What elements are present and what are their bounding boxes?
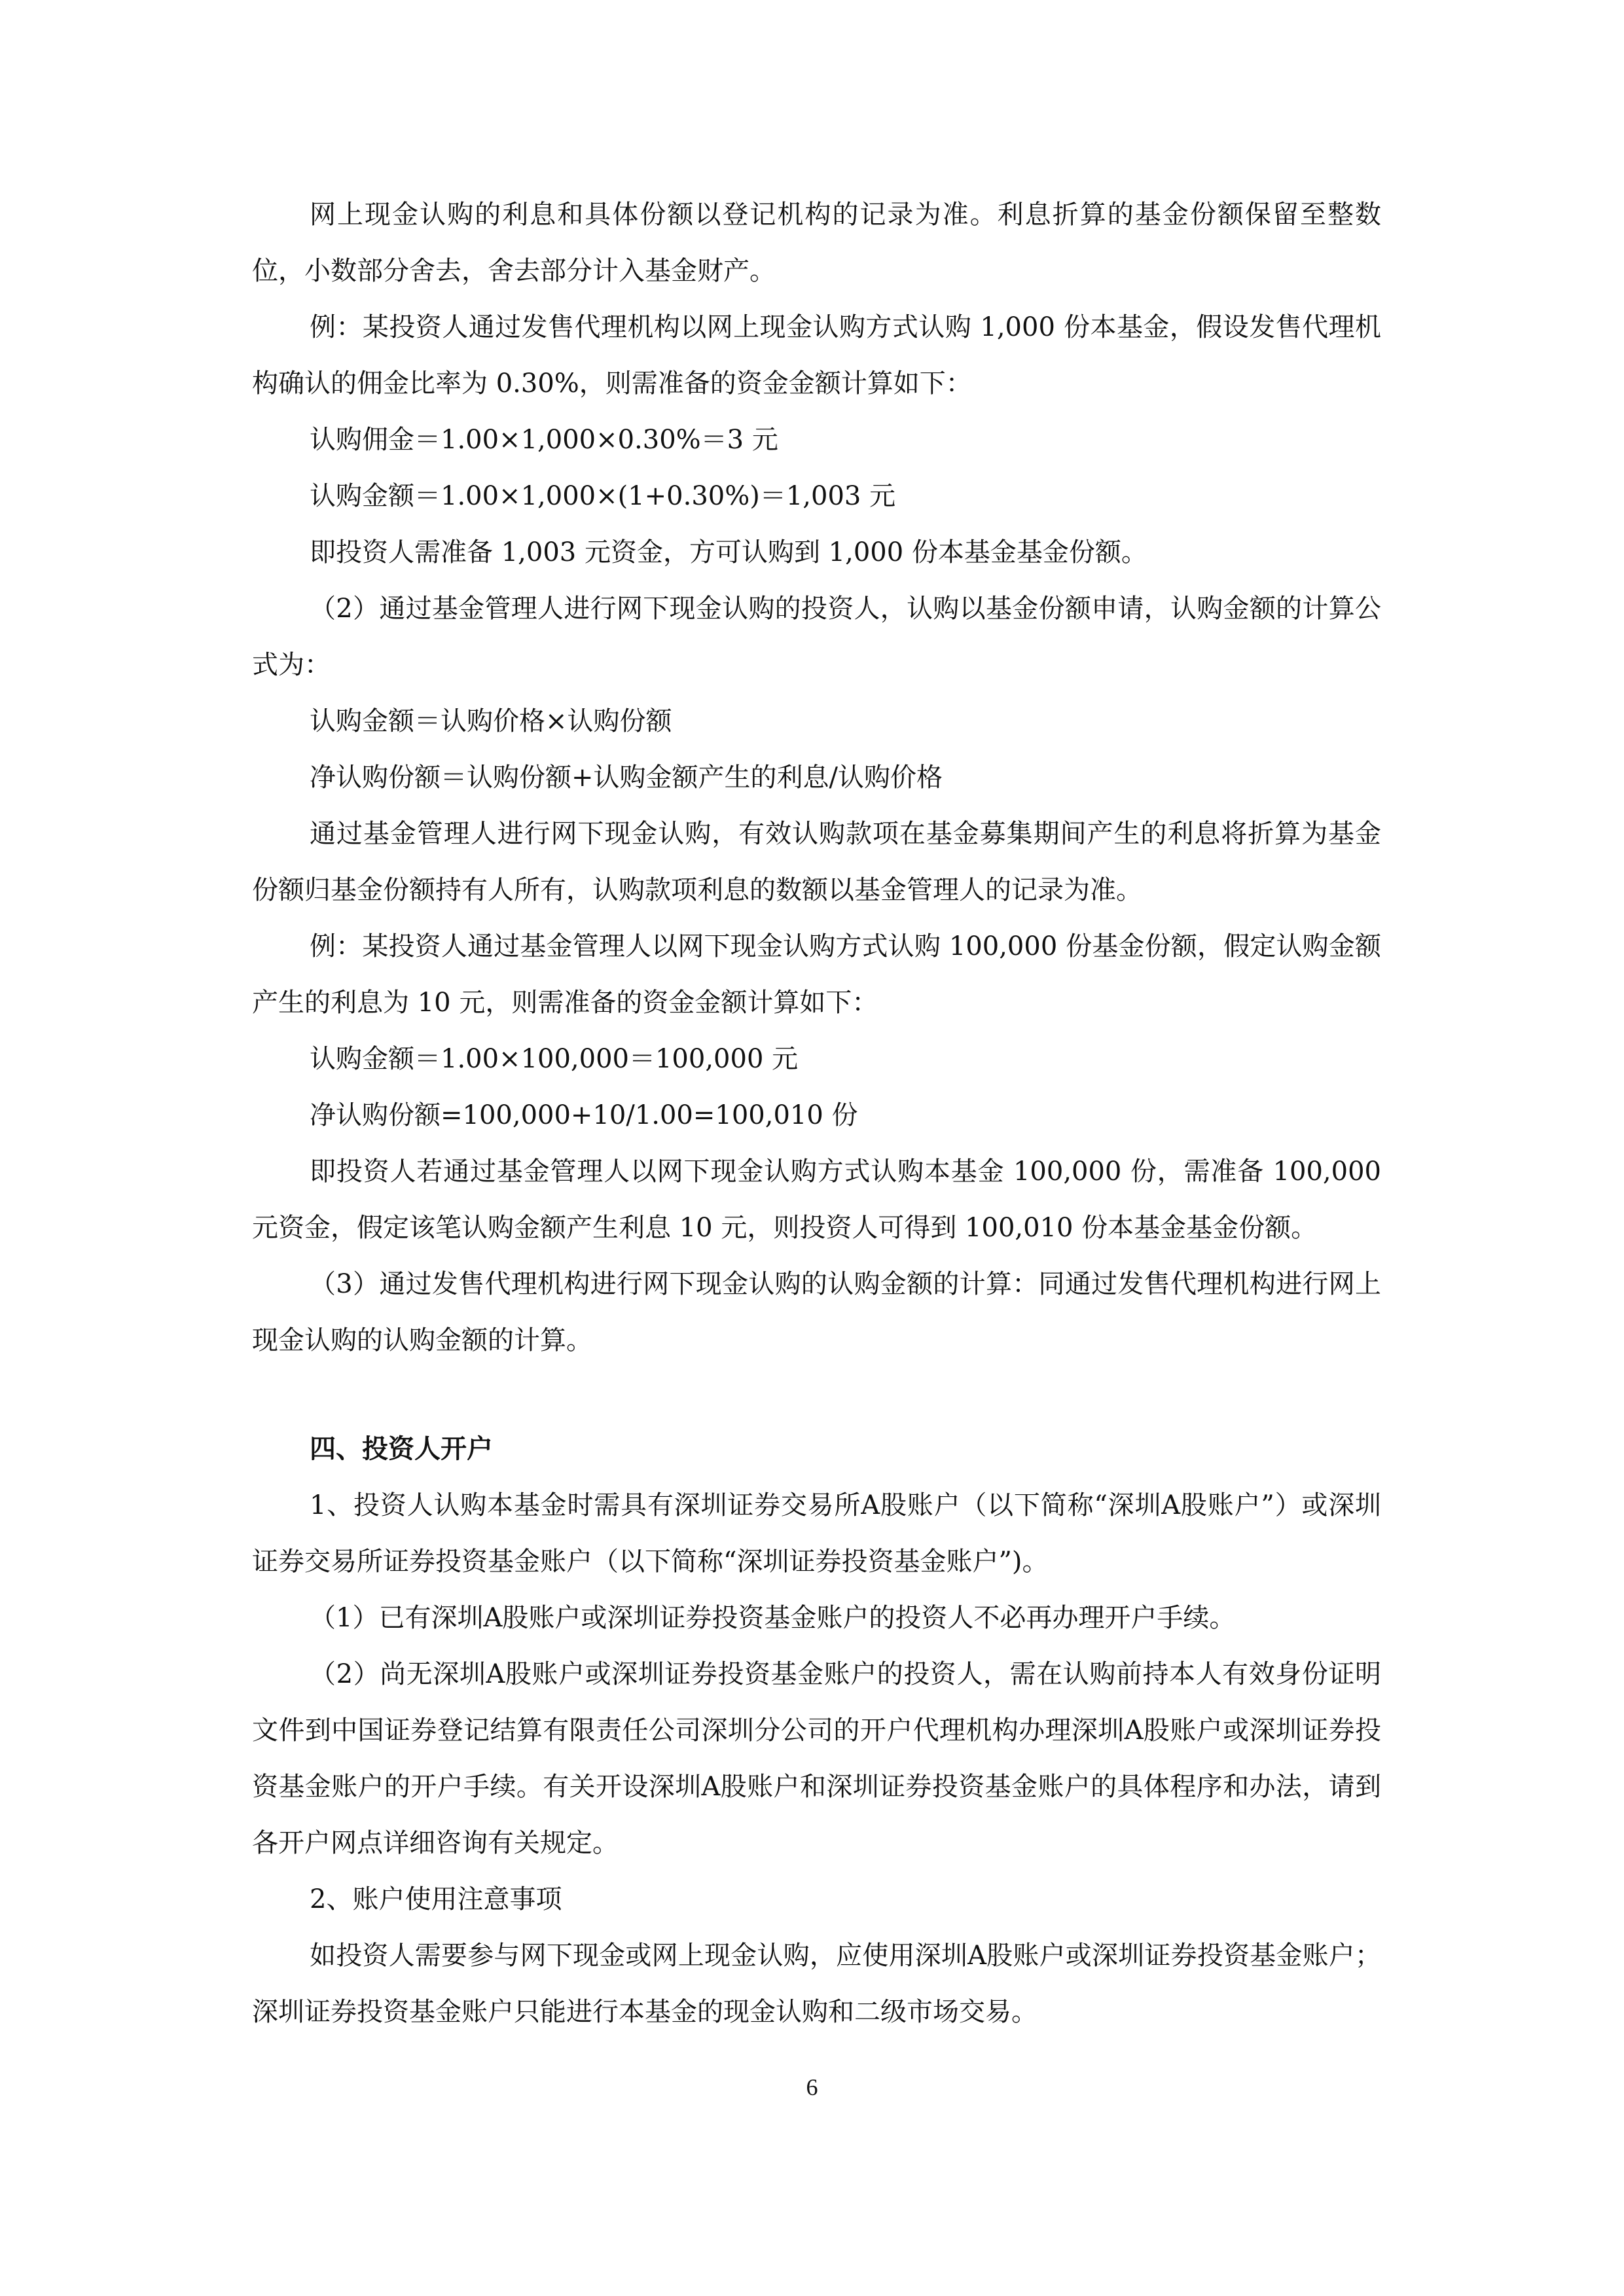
formula-offline-net-shares: 净认购份额=100,000+10/1.00=100,010 份 — [310, 1100, 858, 1130]
paragraph-offline-example: 例：某投资人通过基金管理人以网下现金认购方式认购 100,000 份基金份额，假定认购金额产生的利息为 10 元，则需准备的资金金额计算如下： — [252, 931, 1381, 1018]
paragraph-offline-conclusion: 即投资人若通过基金管理人以网下现金认购方式认购本基金 100,000 份，需准备 100,000 元资金，假定该笔认购金额产生利息 10 元，则投资人可得到 100,010 份本基金基金份额。 — [252, 1157, 1381, 1243]
formula-net-shares: 净认购份额＝认购份额+认购金额产生的利息/认购价格 — [310, 762, 943, 793]
paragraph-account-usage: 如投资人需要参与网下现金或网上现金认购，应使用深圳A股账户或深圳证券投资基金账户；深圳证券投资基金账户只能进行本基金的现金认购和二级市场交易。 — [252, 1941, 1381, 2027]
paragraph-item-3: （3）通过发售代理机构进行网下现金认购的认购金额的计算：同通过发售代理机构进行网上现金认购的认购金额的计算。 — [252, 1269, 1381, 1355]
paragraph-offline-interest: 通过基金管理人进行网下现金认购，有效认购款项在基金募集期间产生的利息将折算为基金份额归基金份额持有人所有，认购款项利息的数额以基金管理人的记录为准。 — [252, 819, 1381, 905]
document-body — [252, 187, 1381, 2040]
paragraph-existing-account: （1）已有深圳A股账户或深圳证券投资基金账户的投资人不必再办理开户手续。 — [310, 1603, 1236, 1633]
formula-amount: 认购金额＝认购价格×认购份额 — [310, 706, 672, 736]
formula-offline-amount: 认购金额＝1.00×100,000＝100,000 元 — [310, 1044, 799, 1074]
page-number: 6 — [806, 2074, 818, 2100]
paragraph-account-requirement: 1、投资人认购本基金时需具有深圳证券交易所A股账户（以下简称“深圳A股账户”）或深圳证券交易所证券投资基金账户（以下简称“深圳证券投资基金账户”)。 — [252, 1490, 1381, 1577]
paragraph-new-account: （2）尚无深圳A股账户或深圳证券投资基金账户的投资人，需在认购前持本人有效身份证明文件到中国证券登记结算有限责任公司深圳分公司的开户代理机构办理深圳A股账户或深圳证券投资基金账户的开户手续。有关开设深圳A股账户和深圳证券投资基金账户的具体程序和办法，请到各开户网点详细咨询有关规定。 — [252, 1659, 1381, 1858]
paragraph-item-2: （2）通过基金管理人进行网下现金认购的投资人，认购以基金份额申请，认购金额的计算公式为： — [252, 594, 1381, 680]
paragraph-account-notes-title: 2、账户使用注意事项 — [310, 1884, 562, 1914]
formula-subscription-amount: 认购金额＝1.00×1,000×(1+0.30%)＝1,003 元 — [310, 481, 896, 511]
section-gap — [252, 1369, 1381, 1421]
section-heading-account-opening: 四、投资人开户 — [310, 1434, 493, 1464]
paragraph-interest-record: 网上现金认购的利息和具体份额以登记机构的记录为准。利息折算的基金份额保留至整数位，小数部分舍去，舍去部分计入基金财产。 — [252, 200, 1381, 286]
paragraph-online-example: 例：某投资人通过发售代理机构以网上现金认购方式认购 1,000 份本基金，假设发售代理机构确认的佣金比率为 0.30%，则需准备的资金金额计算如下： — [252, 312, 1381, 399]
formula-commission: 认购佣金＝1.00×1,000×0.30%＝3 元 — [310, 425, 778, 455]
paragraph-online-conclusion: 即投资人需准备 1,003 元资金，方可认购到 1,000 份本基金基金份额。 — [310, 537, 1147, 567]
